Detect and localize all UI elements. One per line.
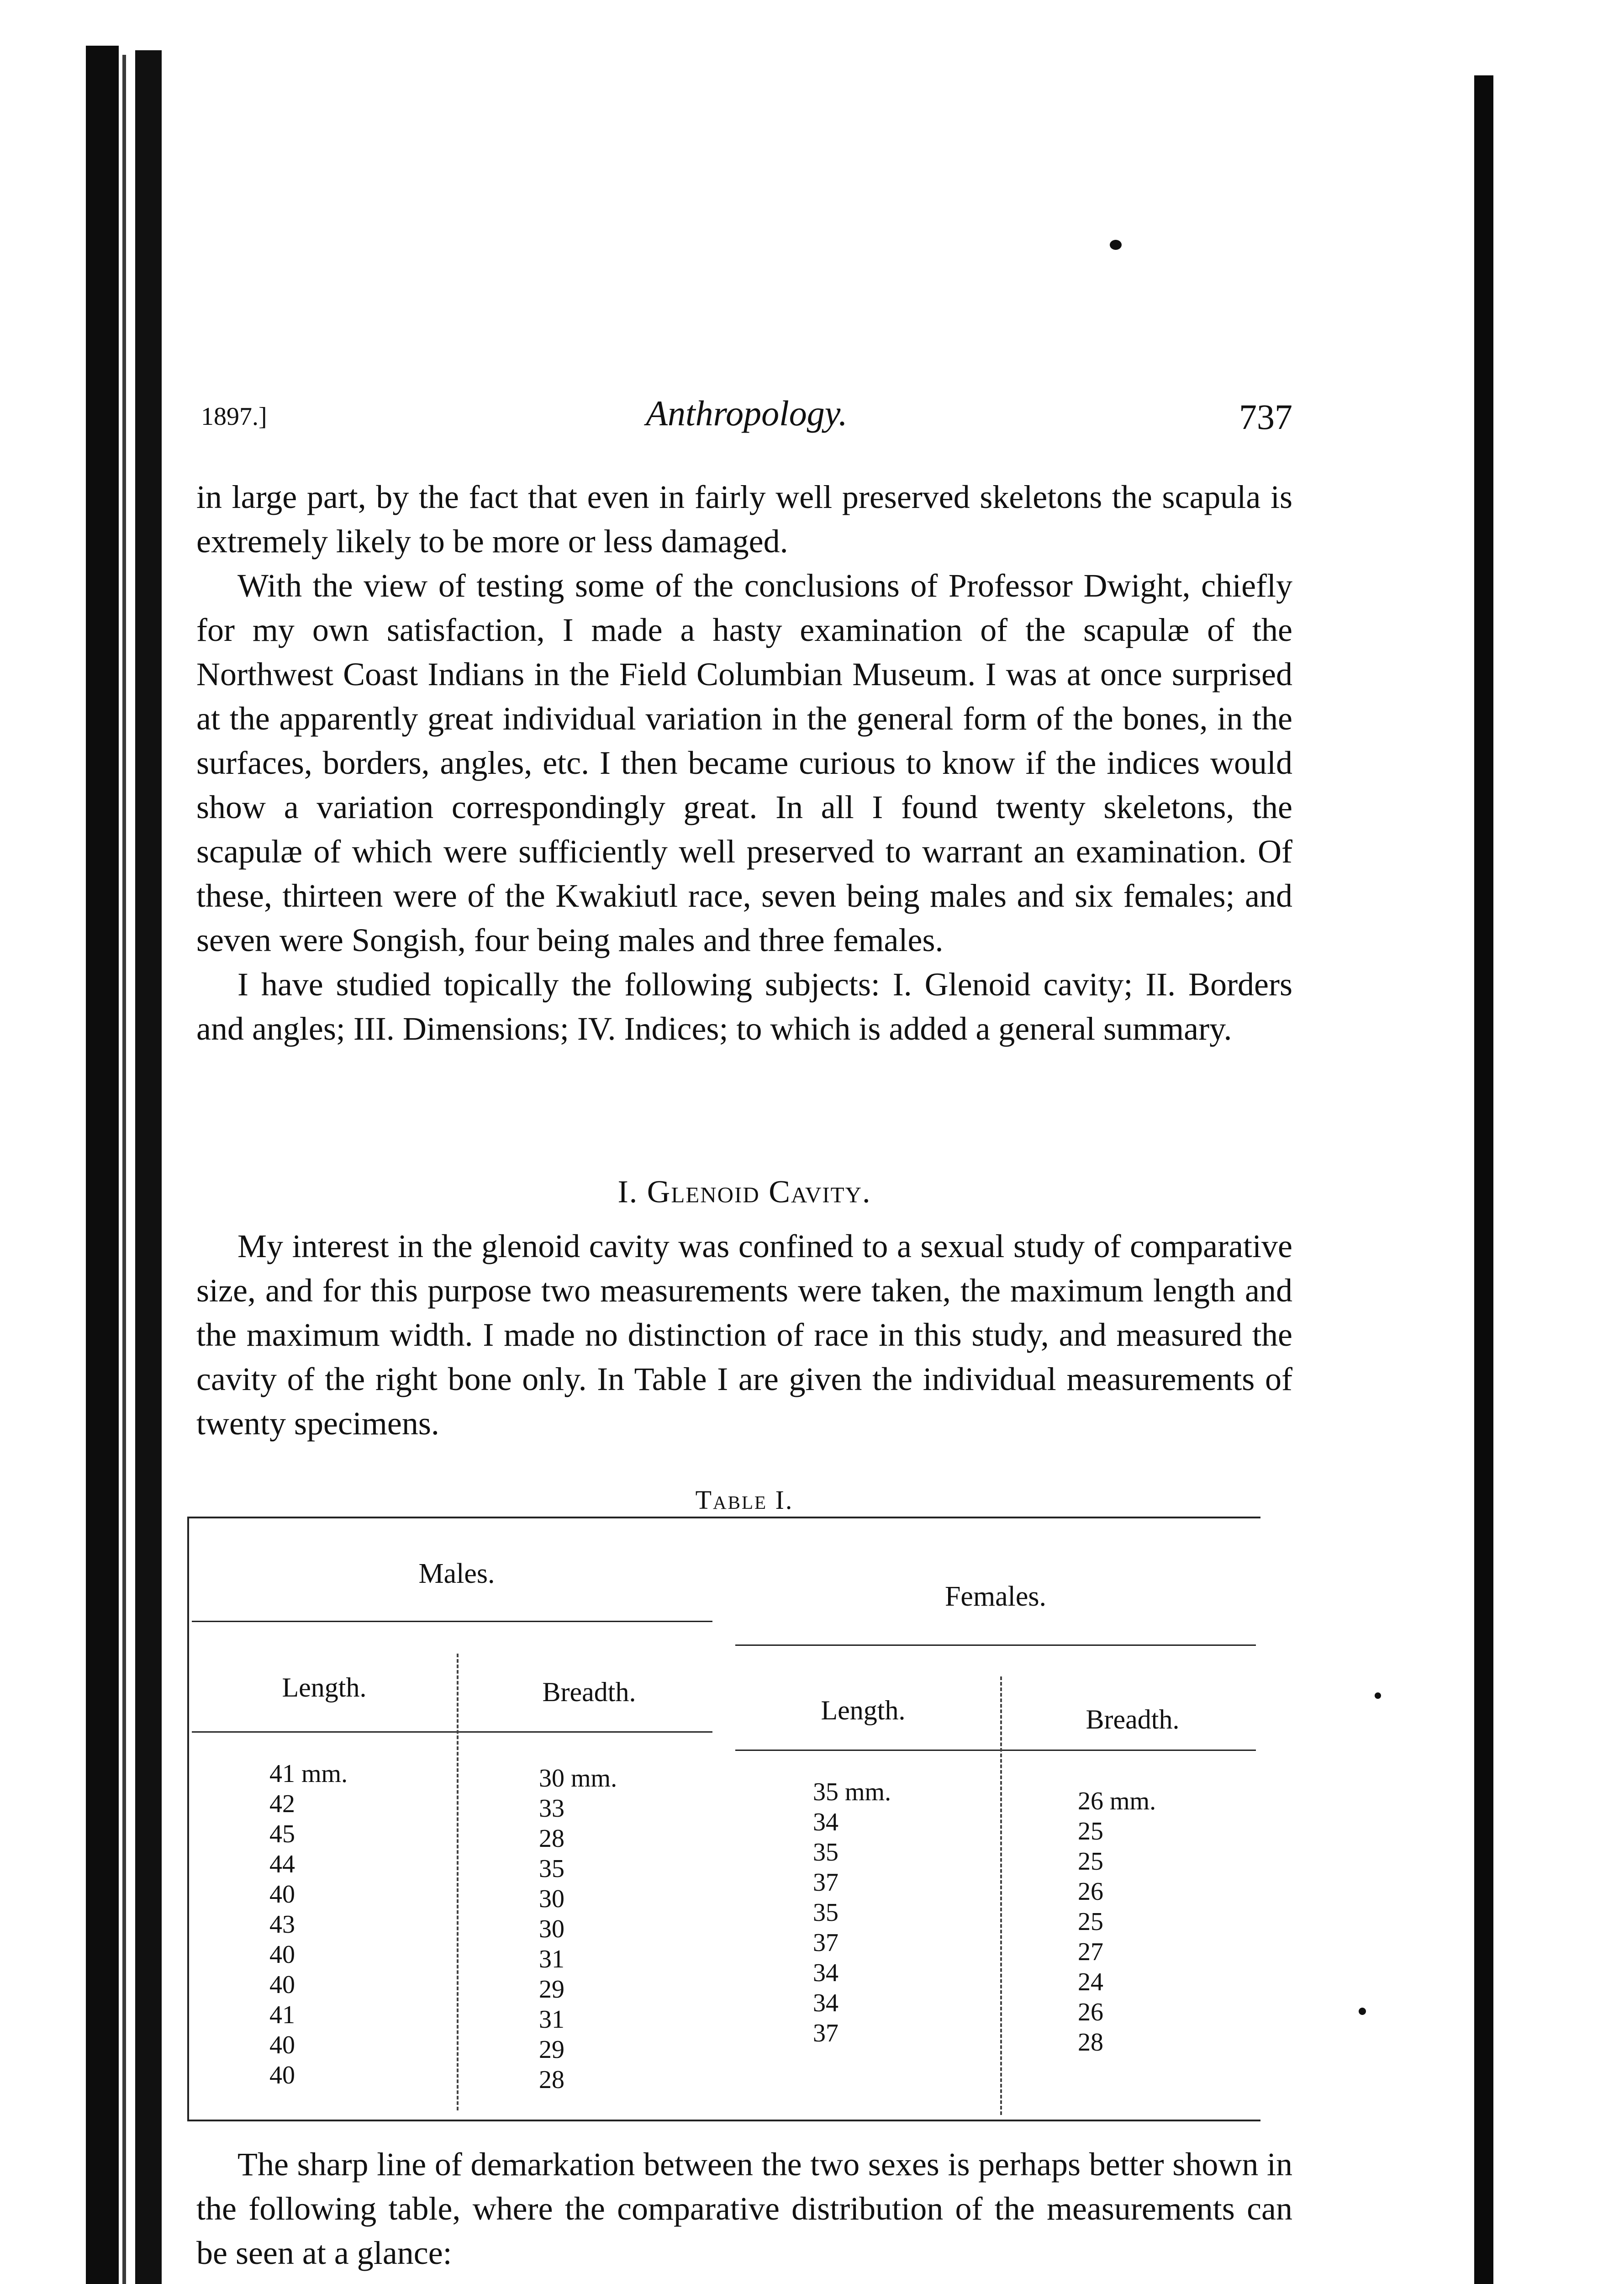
table-cell: 40 — [269, 2031, 295, 2059]
table-cell: 28 — [1078, 2028, 1103, 2057]
table-cell: 25 — [1078, 1908, 1103, 1936]
table-cell: 41 mm. — [269, 1760, 348, 1788]
table-cell: 26 — [1078, 1877, 1103, 1906]
table-cell: 44 — [269, 1850, 295, 1878]
table-cell: 35 mm. — [813, 1778, 891, 1806]
table-cell: 35 — [813, 1898, 838, 1927]
table-cell: 28 — [539, 2066, 564, 2094]
table-cell: 41 — [269, 2001, 295, 2029]
males-header-rule — [192, 1731, 712, 1733]
females-column-divider — [1000, 1676, 1004, 2115]
table-cell: 30 mm. — [539, 1764, 617, 1792]
paragraph-examination: With the view of testing some of the conclusions of Professor Dwight, chiefly for my own satisfaction, I made a hasty examination of the scapulæ of the Northwest Coast Indians in the Field Columbian Museum. I was at once surprised at the apparently great individual variation in the general form of the bones, in the surfaces, borders, angles, etc. I then became curious to know if the indices would show a variation correspondingly great. In all I found twenty skeletons, the scapulæ of which were sufficiently well preserved to warrant an examination. Of these, thirteen were of the Kwakiutl race, seven being males and six females; and seven were Songish, four being males and three females. — [196, 567, 1292, 958]
table-cell: 24 — [1078, 1968, 1103, 1996]
binding-edge-left — [86, 46, 119, 2284]
table-cell: 25 — [1078, 1847, 1103, 1876]
body-text-bottom — [196, 2142, 1292, 2275]
males-breadth-header: Breadth. — [542, 1677, 636, 1707]
paragraph-demarkation: The sharp line of demarkation between the two sexes is perhaps better shown in the following table, where the comparative distribution of the measurements can be seen at a glance: — [196, 2146, 1292, 2271]
females-breadth-header: Breadth. — [1086, 1704, 1180, 1734]
body-text-top — [196, 475, 1292, 1051]
table-cell: 27 — [1078, 1938, 1103, 1966]
binding-edge-left-inner — [135, 50, 162, 2284]
females-length-header: Length. — [821, 1695, 906, 1725]
table-cell: 40 — [269, 1940, 295, 1969]
table-cell: 31 — [539, 1945, 564, 1973]
males-length-header: Length. — [282, 1672, 367, 1702]
males-group-rule — [192, 1621, 712, 1622]
paragraph-glenoid: My interest in the glenoid cavity was confined to a sexual study of comparative size, and for this purpose two measurements were taken, the maximum length and the maximum width. I made no distinction of race in this study, and measured the cavity of the right bone only. In Table I are given the individual measurements of twenty specimens. — [196, 1228, 1292, 1442]
header-page-number: 737 — [1239, 397, 1292, 437]
males-breadth-column — [539, 1763, 617, 2095]
females-breadth-column — [1078, 1786, 1156, 2057]
table-cell: 29 — [539, 2036, 564, 2064]
table-cell: 26 mm. — [1078, 1787, 1156, 1815]
measurements-table — [178, 1517, 1265, 2129]
table-cell: 33 — [539, 1794, 564, 1823]
table-cell: 34 — [813, 1808, 838, 1836]
table-cell: 45 — [269, 1820, 295, 1848]
table-cell: 40 — [269, 2061, 295, 2089]
males-length-column — [269, 1759, 348, 2090]
header-year: 1897.] — [201, 402, 267, 431]
males-group-header: Males. — [418, 1558, 495, 1589]
table-cell: 42 — [269, 1790, 295, 1818]
table-cell: 30 — [539, 1915, 564, 1943]
scan-speck — [1359, 2008, 1366, 2015]
table-cell: 37 — [813, 1929, 838, 1957]
table-cell: 29 — [539, 1975, 564, 2004]
table-cell: 40 — [269, 1971, 295, 1999]
table-cell: 35 — [539, 1855, 564, 1883]
table-cell: 34 — [813, 1989, 838, 2017]
scan-speck — [1375, 1692, 1381, 1699]
section-heading: I. Glenoid Cavity. — [617, 1174, 871, 1210]
table-cell: 34 — [813, 1959, 838, 1987]
table-top-rule — [187, 1517, 1260, 1518]
females-group-header: Females. — [944, 1581, 1047, 1612]
table-cell: 30 — [539, 1885, 564, 1913]
table-cell: 35 — [813, 1838, 838, 1866]
table-left-rule — [187, 1517, 189, 2120]
females-group-rule — [735, 1644, 1256, 1646]
binding-edge-right — [1474, 75, 1493, 2284]
paragraph-continuation: in large part, by the fact that even in fairly well preserved skeletons the scapula is extremely likely to be more or less damaged. — [196, 479, 1292, 560]
page-header — [201, 393, 1292, 443]
table-cell: 43 — [269, 1910, 295, 1939]
binding-edge-left-thin — [122, 55, 126, 2284]
table-bottom-rule — [187, 2120, 1260, 2121]
table-cell: 31 — [539, 2005, 564, 2034]
females-header-rule — [735, 1750, 1256, 1751]
table-cell: 28 — [539, 1824, 564, 1853]
table-cell: 37 — [813, 1868, 838, 1897]
body-text-glenoid — [196, 1224, 1292, 1446]
scan-speck — [1110, 240, 1122, 250]
paragraph-subjects: I have studied topically the following subjects: I. Glenoid cavity; II. Borders and angles; III. Dimensions; IV. Indices; to which is added a general summary. — [196, 966, 1292, 1047]
table-cell: 25 — [1078, 1817, 1103, 1845]
header-running-title: Anthropology. — [646, 393, 848, 433]
table-cell: 26 — [1078, 1998, 1103, 2026]
table-cell: 37 — [813, 2019, 838, 2047]
table-caption: Table I. — [695, 1485, 794, 1515]
table-cell: 40 — [269, 1880, 295, 1909]
females-length-column — [813, 1777, 891, 2048]
males-column-divider — [457, 1654, 460, 2110]
